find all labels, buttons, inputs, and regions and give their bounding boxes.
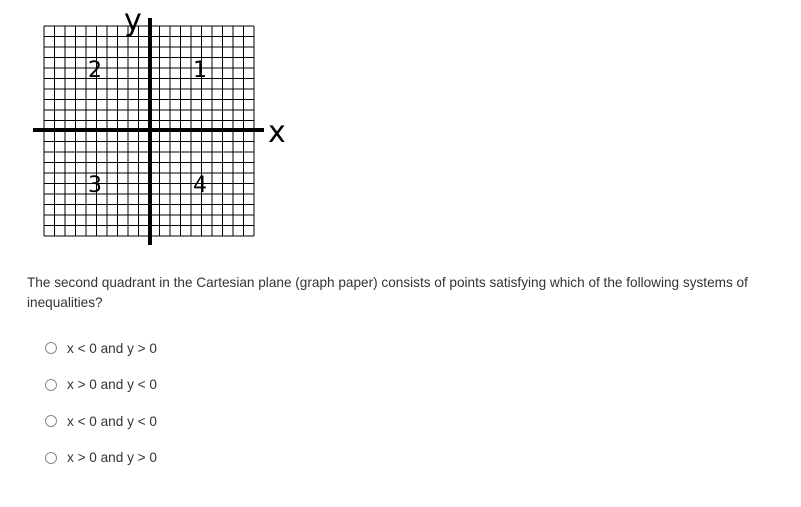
answer-option[interactable]: [45, 410, 157, 432]
question-text: The second quadrant in the Cartesian plane (graph paper) consists of points satisfying which of the following systems of inequalities?: [27, 275, 748, 310]
answer-option[interactable]: [45, 447, 157, 469]
cartesian-plane-figure: [0, 0, 320, 260]
y-axis-label: y: [124, 3, 142, 38]
answer-option[interactable]: [45, 337, 157, 359]
quadrant-2-label: 2: [88, 58, 102, 83]
quadrant-3-label: 3: [88, 173, 102, 198]
answer-option-label: x < 0 and y < 0: [67, 413, 157, 429]
answer-option[interactable]: [45, 374, 157, 396]
answer-option-label: x > 0 and y > 0: [67, 450, 157, 465]
radio-button[interactable]: [45, 415, 57, 427]
x-axis-label: x: [268, 115, 286, 150]
radio-button[interactable]: [45, 379, 57, 391]
radio-button[interactable]: [45, 342, 57, 354]
graph-paper: [0, 0, 320, 260]
radio-button[interactable]: [45, 452, 57, 464]
answer-options: [45, 337, 157, 483]
quadrant-4-label: 4: [193, 173, 207, 198]
answer-option-label: x < 0 and y > 0: [67, 340, 157, 356]
quadrant-1-label: 1: [193, 58, 207, 83]
answer-option-label: x > 0 and y < 0: [67, 377, 157, 392]
